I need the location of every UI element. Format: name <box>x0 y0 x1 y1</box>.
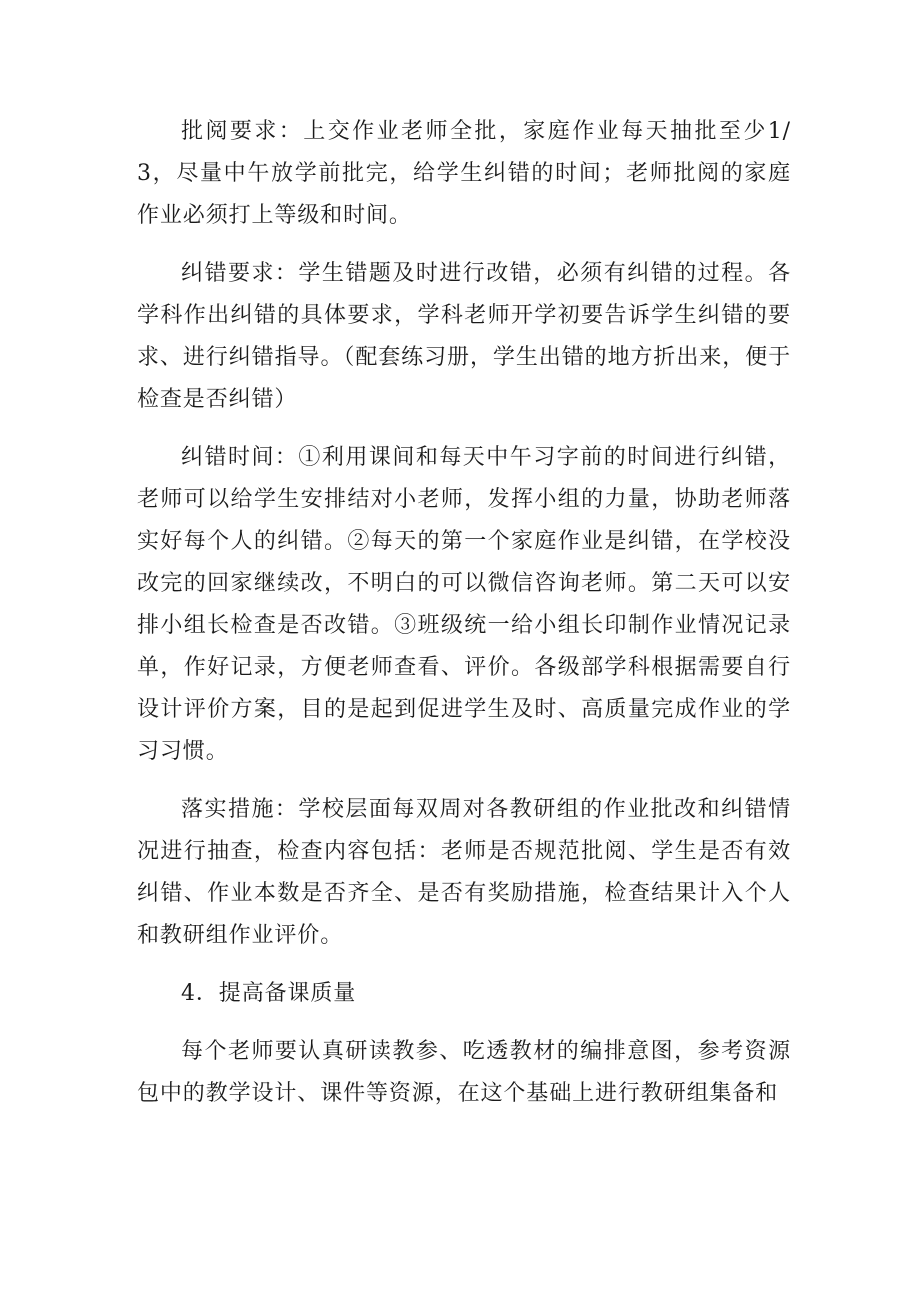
paragraph-correction-time: 纠错时间：①利用课间和每天中午习字前的时间进行纠错，老师可以给学生安排结对小老师，发挥小组的力量，协助老师落实好每个人的纠错。②每天的第一个家庭作业是纠错，在学校没改完的回家继续改，不明白的可以微信咨询老师。第二天可以安排小组长检查是否改错。③班级统一给小组长印制作业情况记录单，作好记录，方便老师查看、评价。各级部学科根据需要自行设计评价方案，目的是起到促进学生及时、高质量完成作业的学习习惯。 <box>137 445 791 764</box>
section-heading: 4．提高备课质量 <box>181 981 357 1006</box>
paragraph-correction-requirements: 纠错要求：学生错题及时进行改错，必须有纠错的过程。各学科作出纠错的具体要求，学科老师开学初要告诉学生纠错的要求、进行纠错指导。（配套练习册，学生出错的地方折出来，便于检查是否纠错） <box>137 261 791 412</box>
paragraph-implementation-measures: 落实措施：学校层面每双周对各教研组的作业批改和纠错情况进行抽查，检查内容包括：老师是否规范批阅、学生是否有效纠错、作业本数是否齐全、是否有奖励措施，检查结果计入个人和教研组作业评价。 <box>137 797 791 948</box>
document-body <box>137 111 791 1115</box>
paragraph-lesson-preparation: 每个老师要认真研读教参、吃透教材的编排意图，参考资源包中的教学设计、课件等资源，在这个基础上进行教研组集备和 <box>137 1039 791 1106</box>
paragraph-grading-requirements: 批阅要求：上交作业老师全批，家庭作业每天抽批至少1/3，尽量中午放学前批完，给学生纠错的时间；老师批阅的家庭作业必须打上等级和时间。 <box>137 119 791 228</box>
